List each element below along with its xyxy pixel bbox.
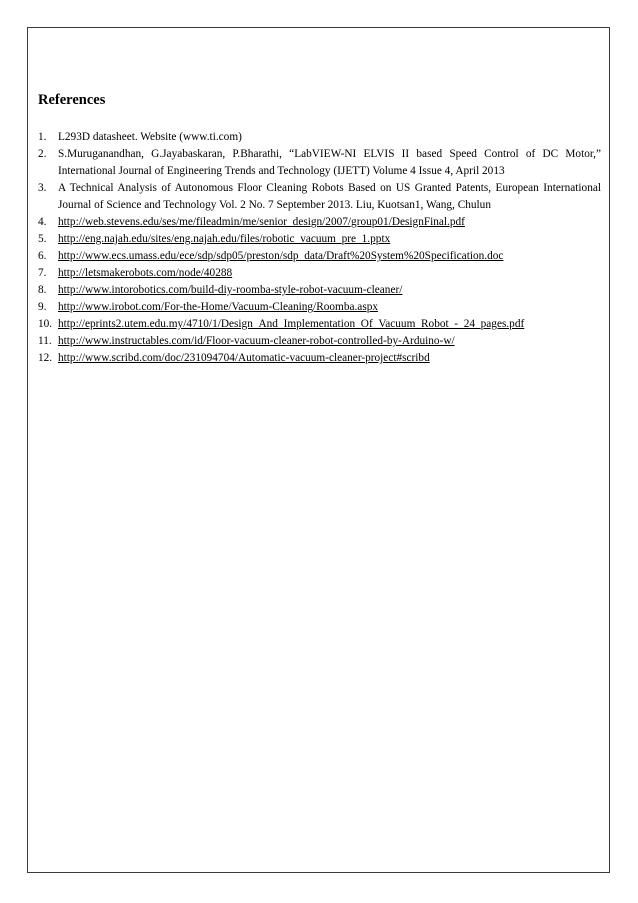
reference-text: A Technical Analysis of Autonomous Floor Cleaning Robots Based on US Granted Patents, European International Journal of Science and Technology Vol. 2 No. 7 September 2013. Liu, Kuotsan1, Wang, Chulun bbox=[58, 182, 601, 211]
reference-item-9 bbox=[38, 299, 601, 316]
reference-link[interactable]: http://web.stevens.edu/ses/me/fileadmin/me/senior_design/2007/group01/DesignFinal.pdf bbox=[58, 216, 465, 228]
reference-item-6 bbox=[38, 248, 601, 265]
reference-number: 11. bbox=[38, 335, 52, 347]
reference-text: L293D datasheet. Website (www.ti.com) bbox=[58, 131, 242, 143]
reference-link[interactable]: http://www.irobot.com/For-the-Home/Vacuum-Cleaning/Roomba.aspx bbox=[58, 301, 379, 313]
reference-number: 1. bbox=[38, 131, 47, 143]
reference-number: 2. bbox=[38, 148, 47, 160]
reference-item-2 bbox=[38, 146, 601, 180]
reference-number: 9. bbox=[38, 301, 47, 313]
reference-item-1 bbox=[38, 129, 601, 146]
reference-item-7 bbox=[38, 265, 601, 282]
reference-item-11 bbox=[38, 333, 601, 350]
reference-link[interactable]: http://www.instructables.com/id/Floor-vacuum-cleaner-robot-controlled-by-Arduino-w/ bbox=[58, 335, 455, 347]
reference-link[interactable]: http://www.ecs.umass.edu/ece/sdp/sdp05/preston/sdp_data/Draft%20System%20Specification.doc bbox=[58, 250, 504, 262]
reference-link[interactable]: http://www.scribd.com/doc/231094704/Automatic-vacuum-cleaner-project#scribd bbox=[58, 352, 430, 364]
reference-number: 7. bbox=[38, 267, 47, 279]
reference-item-8 bbox=[38, 282, 601, 299]
reference-number: 8. bbox=[38, 284, 47, 296]
references-heading: References bbox=[38, 92, 106, 108]
reference-item-4 bbox=[38, 214, 601, 231]
reference-item-3 bbox=[38, 180, 601, 214]
reference-link[interactable]: http://letsmakerobots.com/node/40288 bbox=[58, 267, 233, 279]
reference-text: S.Muruganandhan, G.Jayabaskaran, P.Bharathi, “LabVIEW-NI ELVIS II based Speed Control of DC Motor,” International Journal of Engineering Trends and Technology (IJETT) Volume 4 Issue 4, April 2013 bbox=[58, 148, 601, 177]
reference-number: 12. bbox=[38, 352, 53, 364]
reference-item-5 bbox=[38, 231, 601, 248]
reference-link[interactable]: http://www.intorobotics.com/build-diy-roomba-style-robot-vacuum-cleaner/ bbox=[58, 284, 403, 296]
reference-number: 4. bbox=[38, 216, 47, 228]
reference-number: 3. bbox=[38, 182, 47, 194]
reference-item-12 bbox=[38, 350, 601, 367]
reference-item-10 bbox=[38, 316, 601, 333]
reference-number: 6. bbox=[38, 250, 47, 262]
reference-number: 10. bbox=[38, 318, 53, 330]
reference-link[interactable]: http://eng.najah.edu/sites/eng.najah.edu/files/robotic_vacuum_pre_1.pptx bbox=[58, 233, 391, 245]
reference-number: 5. bbox=[38, 233, 47, 245]
reference-link[interactable]: http://eprints2.utem.edu.my/4710/1/Design_And_Implementation_Of_Vacuum_Robot_-_24_pages.pdf bbox=[58, 318, 525, 330]
references-list bbox=[38, 129, 601, 367]
